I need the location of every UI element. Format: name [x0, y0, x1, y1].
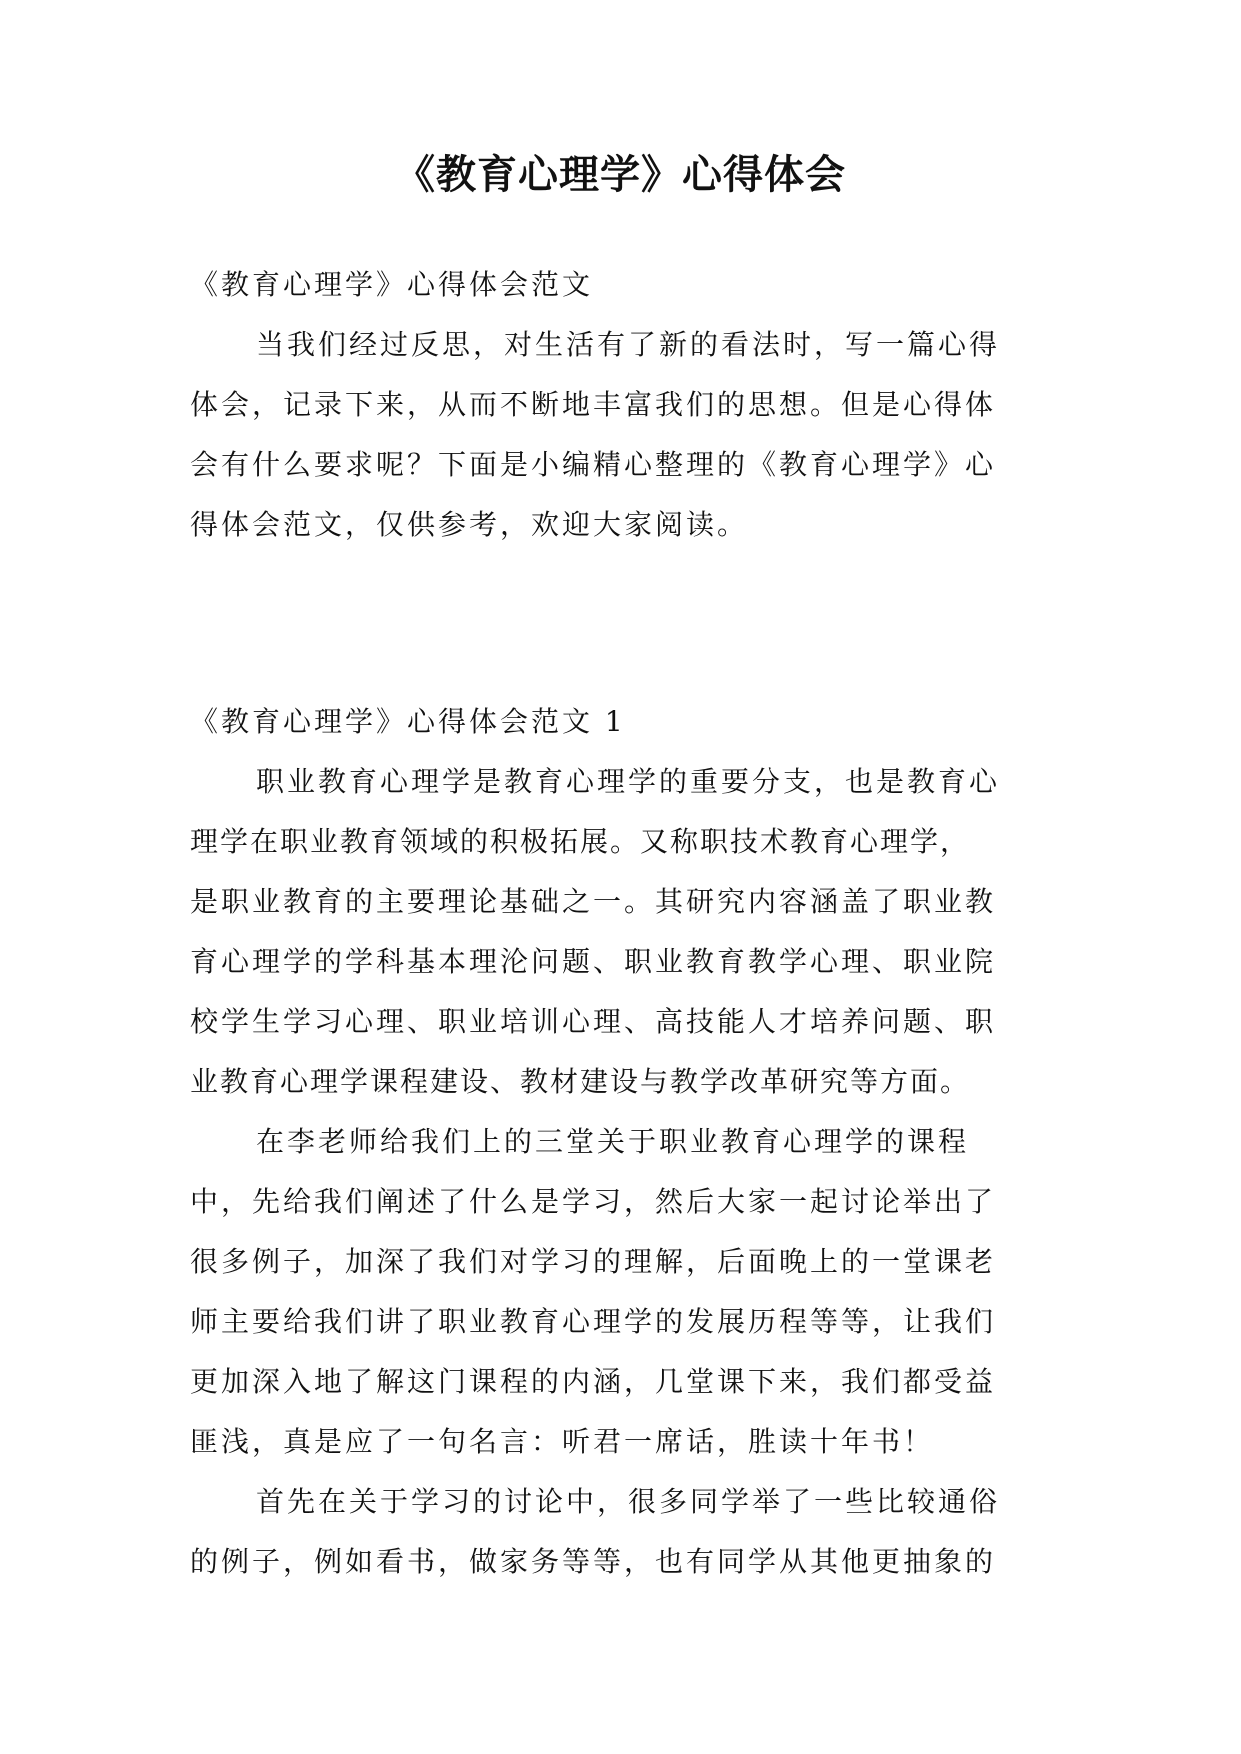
paragraph-3-line: 首先在关于学习的讨论中，很多同学举了一些比较通俗	[256, 1485, 1001, 1518]
paragraph-1-line: 是职业教育的主要理论基础之一。其研究内容涵盖了职业教	[190, 885, 997, 918]
paragraph-1-line: 校学生学习心理、职业培训心理、高技能人才培养问题、职	[190, 1005, 997, 1038]
intro-line-1: 当我们经过反思，对生活有了新的看法时，写一篇心得	[256, 328, 1001, 361]
intro-line-2: 体会，记录下来，从而不断地丰富我们的思想。但是心得体	[190, 388, 997, 421]
section-1-heading: 《教育心理学》心得体会范文 1	[190, 705, 626, 738]
paragraph-2-line: 师主要给我们讲了职业教育心理学的发展历程等等，让我们	[190, 1305, 997, 1338]
paragraph-1-line: 职业教育心理学是教育心理学的重要分支，也是教育心	[256, 765, 1001, 798]
paragraph-2-line: 很多例子，加深了我们对学习的理解，后面晚上的一堂课老	[190, 1245, 997, 1278]
paragraph-1-line: 业教育心理学课程建设、教材建设与教学改革研究等方面。	[190, 1065, 971, 1098]
paragraph-2-line: 在李老师给我们上的三堂关于职业教育心理学的课程	[256, 1125, 970, 1158]
section-1	[190, 692, 1070, 1592]
intro-section	[190, 255, 1070, 555]
document-title: 《教育心理学》心得体会	[395, 151, 846, 198]
paragraph-1-line: 理学在职业教育领域的积极拓展。又称职技术教育心理学，	[190, 825, 971, 858]
paragraph-1-line: 育心理学的学科基本理沦问题、职业教育教学心理、职业院	[190, 945, 997, 978]
paragraph-2-line: 匪浅，真是应了一句名言：听君一席话，胜读十年书！	[190, 1425, 935, 1458]
intro-line-4: 得体会范文，仅供参考，欢迎大家阅读。	[190, 508, 749, 541]
intro-line-3: 会有什么要求呢？下面是小编精心整理的《教育心理学》心	[190, 448, 997, 481]
paragraph-3-line: 的例子，例如看书，做家务等等，也有同学从其他更抽象的	[190, 1545, 997, 1578]
intro-heading: 《教育心理学》心得体会范文	[190, 268, 594, 301]
paragraph-2-line: 中，先给我们阐述了什么是学习，然后大家一起讨论举出了	[190, 1185, 997, 1218]
paragraph-2-line: 更加深入地了解这门课程的内涵，几堂课下来，我们都受益	[190, 1365, 997, 1398]
